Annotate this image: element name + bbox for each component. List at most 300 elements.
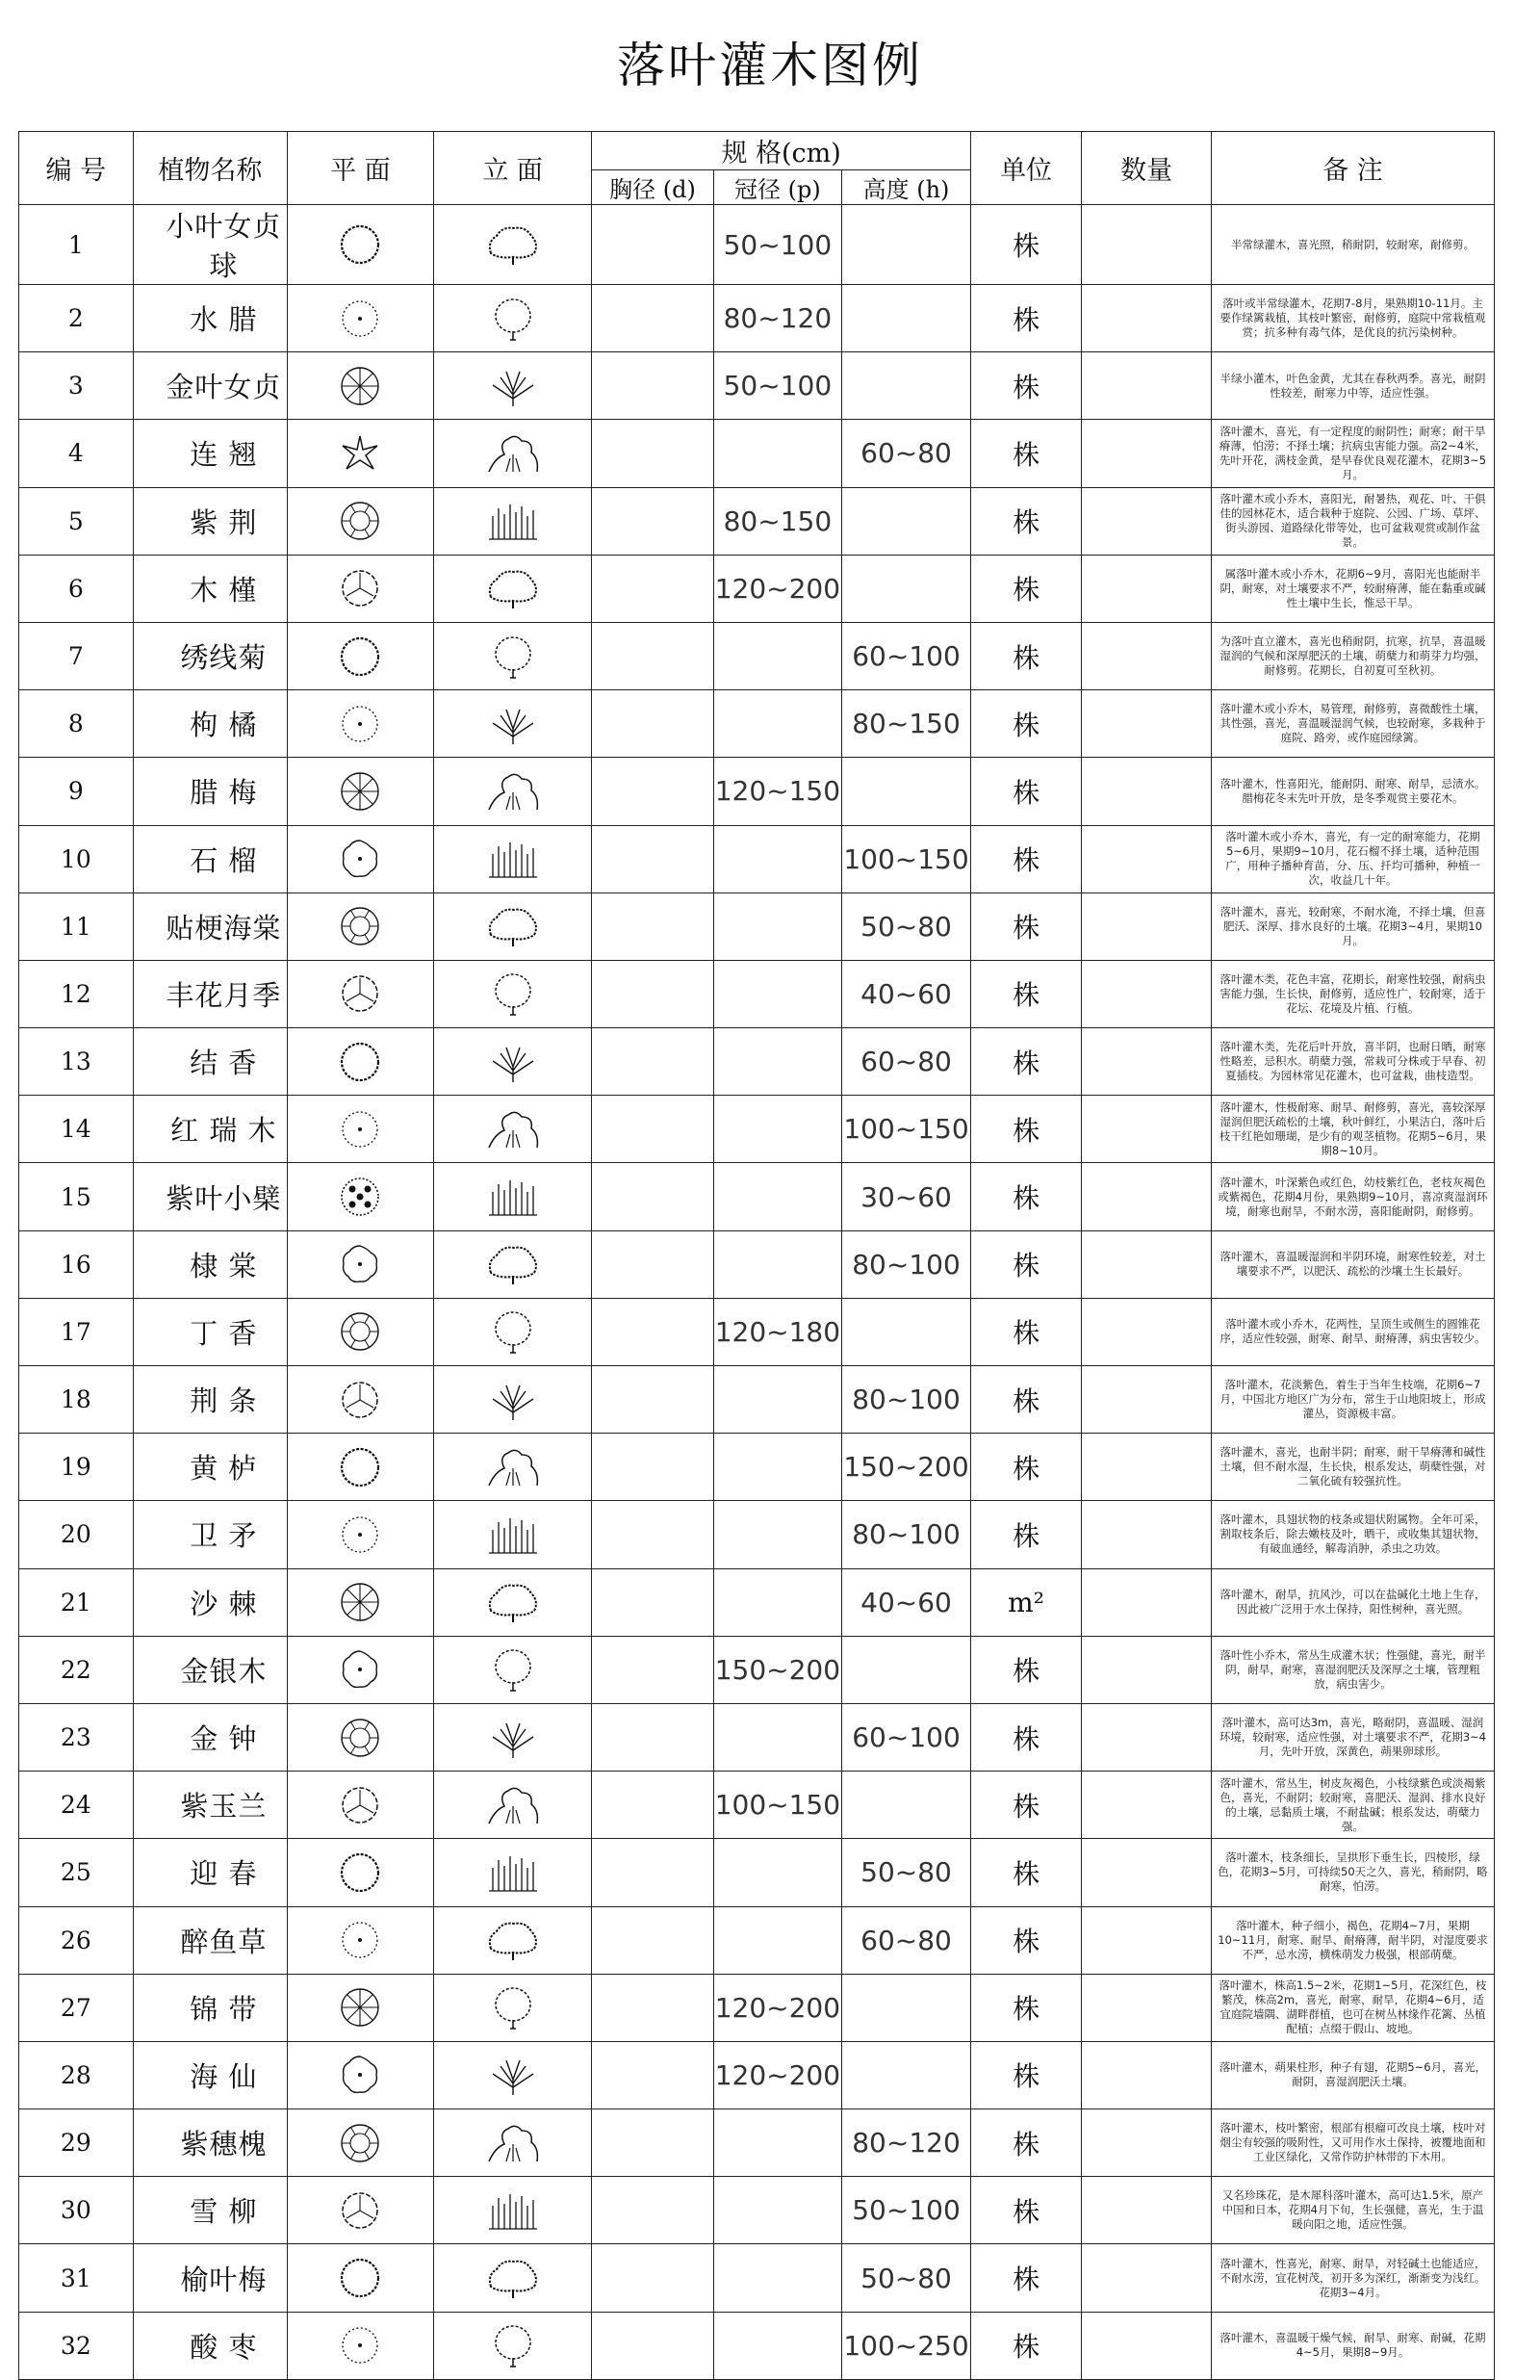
plant-name: 紫 荆	[133, 487, 287, 555]
quantity-value	[1082, 1366, 1212, 1434]
unit-value: 株	[970, 1501, 1081, 1568]
header-note: 备 注	[1211, 132, 1494, 205]
plan-symbol	[288, 1096, 434, 1163]
row-number: 23	[19, 1703, 134, 1771]
crown-value	[713, 2244, 842, 2312]
elevation-symbol	[433, 1163, 592, 1230]
remark-text: 落叶灌木，高可达3m，喜光，略耐阴，喜温暖、湿润环境，较耐寒，适应性强，对土壤要求不严，花期3~4月，先叶开放，深黄色，蒴果卵球形。	[1211, 1703, 1494, 1771]
height-value: 50~80	[842, 1839, 971, 1906]
height-value: 60~80	[842, 1028, 971, 1096]
crown-value	[713, 1703, 842, 1771]
plant-name: 贴梗海棠	[133, 892, 287, 960]
unit-value: 株	[970, 2312, 1081, 2379]
row-number: 25	[19, 1839, 134, 1906]
plan-symbol	[288, 1366, 434, 1434]
plant-name: 绣线菊	[133, 622, 287, 689]
quantity-value	[1082, 1298, 1212, 1365]
unit-value: 株	[970, 892, 1081, 960]
dbh-value	[592, 1501, 713, 1568]
plant-name: 卫 矛	[133, 1501, 287, 1568]
page-title: 落叶灌木图例	[617, 38, 923, 93]
plant-name: 紫穗槐	[133, 2109, 287, 2177]
dbh-value	[592, 555, 713, 622]
table-row	[19, 1703, 1495, 1771]
unit-value: 株	[970, 1366, 1081, 1434]
elevation-symbol	[433, 352, 592, 420]
row-number: 24	[19, 1772, 134, 1839]
table-row	[19, 1028, 1495, 1096]
plan-symbol	[288, 1230, 434, 1298]
plan-symbol-icon	[339, 1784, 381, 1826]
unit-value: 株	[970, 555, 1081, 622]
elevation-symbol	[433, 1298, 592, 1365]
plan-symbol-icon	[339, 703, 381, 745]
elevation-symbol	[433, 1839, 592, 1906]
height-value: 80~100	[842, 1501, 971, 1568]
plan-symbol	[288, 758, 434, 825]
elevation-symbol	[433, 205, 592, 285]
remark-text: 落叶或半常绿灌木，花期7-8月，果熟期10-11月。主要作绿篱栽植，其枝叶繁密，耐修剪，庭院中常栽植观赏；抗多种有毒气体，是优良的抗污染树种。	[1211, 285, 1494, 352]
row-number: 27	[19, 1974, 134, 2041]
row-number: 1	[19, 205, 134, 285]
crown-value: 120~200	[713, 2041, 842, 2108]
elevation-symbol-icon	[481, 1105, 545, 1153]
remark-text: 落叶灌木，种子细小，褐色，花期4~7月，果期10~11月，耐寒、耐旱、耐瘠薄，耐半阴，对湿度要求不严，忌水涝，横株萌发力极强，根部萌蘖。	[1211, 1906, 1494, 1974]
plan-symbol	[288, 1772, 434, 1839]
dbh-value	[592, 1434, 713, 1501]
unit-value: 株	[970, 1434, 1081, 1501]
plant-name: 水 腊	[133, 285, 287, 352]
row-number: 32	[19, 2312, 134, 2379]
crown-value	[713, 2312, 842, 2379]
unit-value: 株	[970, 1772, 1081, 1839]
row-number: 13	[19, 1028, 134, 1096]
quantity-value	[1082, 1906, 1212, 1974]
elevation-symbol-icon	[481, 970, 545, 1018]
plan-symbol-icon	[339, 1717, 381, 1759]
row-number: 4	[19, 420, 134, 487]
dbh-value	[592, 205, 713, 285]
plan-symbol	[288, 622, 434, 689]
plant-name: 丁 香	[133, 1298, 287, 1365]
height-value: 100~150	[842, 825, 971, 892]
quantity-value	[1082, 1772, 1212, 1839]
height-value	[842, 205, 971, 285]
unit-value: 株	[970, 1839, 1081, 1906]
plant-name: 荆 条	[133, 1366, 287, 1434]
plant-name: 紫玉兰	[133, 1772, 287, 1839]
crown-value: 150~200	[713, 1636, 842, 1703]
row-number: 12	[19, 960, 134, 1027]
elevation-symbol	[433, 2041, 592, 2108]
elevation-symbol-icon	[481, 1376, 545, 1424]
plan-symbol	[288, 1298, 434, 1365]
table-row	[19, 1096, 1495, 1163]
height-value	[842, 487, 971, 555]
table-row	[19, 1298, 1495, 1365]
unit-value: 株	[970, 1974, 1081, 2041]
unit-value: 株	[970, 487, 1081, 555]
remark-text: 落叶灌木，性喜光，耐寒、耐旱，对轻碱土也能适应，不耐水涝，宜花树茂，初开多为深红，渐渐变为浅红。花期3~4月。	[1211, 2244, 1494, 2312]
plant-name: 结 香	[133, 1028, 287, 1096]
remark-text: 落叶灌木，喜光，也耐半阴；耐寒，耐干旱瘠薄和碱性土壤，但不耐水湿，生长快，根系发达，萌蘖性强，对二氧化硫有较强抗性。	[1211, 1434, 1494, 1501]
quantity-value	[1082, 960, 1212, 1027]
elevation-symbol-icon	[481, 1645, 545, 1694]
crown-value: 120~200	[713, 1974, 842, 2041]
quantity-value	[1082, 1501, 1212, 1568]
elevation-symbol-icon	[481, 1781, 545, 1829]
row-number: 31	[19, 2244, 134, 2312]
remark-text: 落叶灌木，常丛生，树皮灰褐色，小枝绿紫色或淡褐紫色，喜光，不耐阴；较耐寒，喜肥沃、湿润、排水良好的土壤，忌黏质土壤，不耐盐碱；根系发达，萌蘖力强。	[1211, 1772, 1494, 1839]
elevation-symbol	[433, 960, 592, 1027]
plan-symbol	[288, 1568, 434, 1636]
plan-symbol	[288, 555, 434, 622]
height-value: 40~60	[842, 960, 971, 1027]
quantity-value	[1082, 1703, 1212, 1771]
dbh-value	[592, 1839, 713, 1906]
table-row	[19, 487, 1495, 555]
elevation-symbol-icon	[481, 1578, 545, 1626]
plant-name: 紫叶小檗	[133, 1163, 287, 1230]
row-number: 22	[19, 1636, 134, 1703]
row-number: 20	[19, 1501, 134, 1568]
elevation-symbol-icon	[481, 497, 545, 545]
dbh-value	[592, 1028, 713, 1096]
dbh-value	[592, 1906, 713, 1974]
quantity-value	[1082, 2041, 1212, 2108]
quantity-value	[1082, 420, 1212, 487]
quantity-value	[1082, 1163, 1212, 1230]
plan-symbol-icon	[339, 1310, 381, 1353]
plan-symbol-icon	[339, 1446, 381, 1488]
unit-value: 株	[970, 690, 1081, 758]
remark-text: 落叶灌木，花淡紫色，着生于当年生枝端，花期6~7月，中国北方地区广为分布，常生于山地阳坡上，形成灌丛，资源极丰富。	[1211, 1366, 1494, 1434]
elevation-symbol-icon	[481, 2254, 545, 2302]
elevation-symbol	[433, 1772, 592, 1839]
header-dbh: 胸径 (d)	[592, 170, 713, 205]
plan-symbol-icon	[339, 1243, 381, 1285]
elevation-symbol	[433, 1230, 592, 1298]
unit-value: 株	[970, 622, 1081, 689]
elevation-symbol	[433, 2312, 592, 2379]
crown-value	[713, 622, 842, 689]
height-value: 80~120	[842, 2109, 971, 2177]
plan-symbol-icon	[339, 1513, 381, 1556]
table-row	[19, 285, 1495, 352]
plant-name: 沙 棘	[133, 1568, 287, 1636]
header-spec: 规 格(cm)	[592, 132, 970, 170]
unit-value: 株	[970, 1703, 1081, 1771]
table-row	[19, 1230, 1495, 1298]
elevation-symbol-icon	[481, 1983, 545, 2031]
plant-name: 枸 橘	[133, 690, 287, 758]
crown-value	[713, 1230, 842, 1298]
table-row	[19, 420, 1495, 487]
header-no: 编 号	[19, 132, 134, 205]
quantity-value	[1082, 352, 1212, 420]
remark-text: 落叶灌木，喜温暖湿润和半阴环境，耐寒性较差，对土壤要求不严，以肥沃、疏松的沙壤土生长最好。	[1211, 1230, 1494, 1298]
plan-symbol-icon	[339, 1648, 381, 1691]
dbh-value	[592, 892, 713, 960]
plan-symbol-icon	[339, 1379, 381, 1421]
elevation-symbol-icon	[481, 2186, 545, 2235]
height-value	[842, 352, 971, 420]
plan-symbol-icon	[339, 770, 381, 813]
plan-symbol	[288, 2312, 434, 2379]
plan-symbol	[288, 960, 434, 1027]
plant-name: 黄 栌	[133, 1434, 287, 1501]
quantity-value	[1082, 2244, 1212, 2312]
crown-value: 50~100	[713, 205, 842, 285]
plan-symbol-icon	[339, 365, 381, 407]
unit-value: 株	[970, 352, 1081, 420]
height-value: 80~150	[842, 690, 971, 758]
plant-legend-table	[18, 131, 1495, 2380]
elevation-symbol-icon	[481, 633, 545, 681]
plant-name: 小叶女贞球	[133, 205, 287, 285]
elevation-symbol-icon	[481, 1511, 545, 1559]
elevation-symbol-icon	[481, 1714, 545, 1762]
row-number: 18	[19, 1366, 134, 1434]
crown-value: 80~150	[713, 487, 842, 555]
crown-value	[713, 1501, 842, 1568]
height-value: 100~150	[842, 1096, 971, 1163]
dbh-value	[592, 420, 713, 487]
height-value	[842, 758, 971, 825]
plant-name: 榆叶梅	[133, 2244, 287, 2312]
elevation-symbol-icon	[481, 362, 545, 410]
remark-text: 半绿小灌木，叶色金黄，尤其在春秋两季。喜光，耐阴性较差，耐寒力中等，适应性强。	[1211, 352, 1494, 420]
crown-value	[713, 690, 842, 758]
table-row	[19, 1501, 1495, 1568]
crown-value	[713, 825, 842, 892]
crown-value: 80~120	[713, 285, 842, 352]
unit-value: 株	[970, 2177, 1081, 2244]
remark-text: 落叶灌木或小乔木，花两性，呈顶生或侧生的圆锥花序，适应性较强，耐寒、耐旱、耐瘠薄，病虫害较少。	[1211, 1298, 1494, 1365]
remark-text: 落叶灌木，具翅状物的枝条或翅状附属物。全年可采，割取枝条后，除去嫩枝及叶，晒干，或收集其翅状物，有破血通经，解毒消肿，杀虫之功效。	[1211, 1501, 1494, 1568]
plan-symbol	[288, 1163, 434, 1230]
dbh-value	[592, 352, 713, 420]
plan-symbol	[288, 352, 434, 420]
crown-value	[713, 1434, 842, 1501]
table-row	[19, 352, 1495, 420]
elevation-symbol	[433, 1501, 592, 1568]
table-row	[19, 690, 1495, 758]
plan-symbol-icon	[339, 635, 381, 678]
plant-name: 木 槿	[133, 555, 287, 622]
unit-value: 株	[970, 1906, 1081, 1974]
plan-symbol	[288, 690, 434, 758]
crown-value	[713, 420, 842, 487]
plant-name: 石 榴	[133, 825, 287, 892]
height-value: 50~80	[842, 892, 971, 960]
elevation-symbol	[433, 1028, 592, 1096]
quantity-value	[1082, 2177, 1212, 2244]
dbh-value	[592, 1163, 713, 1230]
unit-value: 株	[970, 2244, 1081, 2312]
crown-value	[713, 892, 842, 960]
dbh-value	[592, 1298, 713, 1365]
plan-symbol	[288, 892, 434, 960]
elevation-symbol	[433, 1636, 592, 1703]
unit-value: 株	[970, 825, 1081, 892]
elevation-symbol	[433, 1568, 592, 1636]
quantity-value	[1082, 555, 1212, 622]
plan-symbol	[288, 285, 434, 352]
elevation-symbol-icon	[481, 429, 545, 478]
unit-value: 株	[970, 1096, 1081, 1163]
plan-symbol-icon	[339, 1108, 381, 1151]
table-row	[19, 1906, 1495, 1974]
plan-symbol-icon	[339, 2324, 381, 2367]
dbh-value	[592, 2109, 713, 2177]
remark-text: 落叶灌木，枝叶繁密，根部有根瘤可改良土壤，枝叶对烟尘有较强的吸附性，又可用作水土保持，被覆地面和工业区绿化，又常作防护林带的下木用。	[1211, 2109, 1494, 2177]
quantity-value	[1082, 1568, 1212, 1636]
dbh-value	[592, 825, 713, 892]
plan-symbol-icon	[339, 2122, 381, 2164]
row-number: 30	[19, 2177, 134, 2244]
elevation-symbol-icon	[481, 1443, 545, 1491]
plan-symbol-icon	[339, 223, 381, 266]
elevation-symbol-icon	[481, 2051, 545, 2099]
row-number: 21	[19, 1568, 134, 1636]
unit-value: m²	[970, 1568, 1081, 1636]
height-value: 60~100	[842, 622, 971, 689]
row-number: 9	[19, 758, 134, 825]
elevation-symbol-icon	[481, 1240, 545, 1288]
plan-symbol-icon	[339, 1581, 381, 1623]
quantity-value	[1082, 285, 1212, 352]
quantity-value	[1082, 487, 1212, 555]
row-number: 10	[19, 825, 134, 892]
plan-symbol	[288, 1434, 434, 1501]
elevation-symbol-icon	[481, 1307, 545, 1356]
quantity-value	[1082, 205, 1212, 285]
plan-symbol-icon	[339, 2189, 381, 2232]
crown-value: 120~150	[713, 758, 842, 825]
table-row	[19, 960, 1495, 1027]
elevation-symbol	[433, 487, 592, 555]
dbh-value	[592, 1096, 713, 1163]
plan-symbol-icon	[339, 2054, 381, 2096]
elevation-symbol	[433, 2109, 592, 2177]
plan-symbol-icon	[339, 298, 381, 340]
dbh-value	[592, 2041, 713, 2108]
dbh-value	[592, 2244, 713, 2312]
row-number: 19	[19, 1434, 134, 1501]
unit-value: 株	[970, 205, 1081, 285]
elevation-symbol-icon	[481, 220, 545, 269]
unit-value: 株	[970, 2109, 1081, 2177]
plan-symbol-icon	[339, 567, 381, 609]
height-value	[842, 2041, 971, 2108]
plant-name: 雪 柳	[133, 2177, 287, 2244]
crown-value	[713, 2177, 842, 2244]
crown-value: 100~150	[713, 1772, 842, 1839]
unit-value: 株	[970, 1028, 1081, 1096]
plan-symbol	[288, 825, 434, 892]
quantity-value	[1082, 1028, 1212, 1096]
height-value: 30~60	[842, 1163, 971, 1230]
row-number: 6	[19, 555, 134, 622]
elevation-symbol	[433, 1096, 592, 1163]
remark-text: 落叶灌木，喜光，有一定程度的耐阴性；耐寒；耐干旱瘠薄，怕涝；不择土壤；抗病虫害能力强。高2~4米，先叶开花，满枝金黄，是早春优良观花灌木，花期3~5月。	[1211, 420, 1494, 487]
crown-value: 50~100	[713, 352, 842, 420]
remark-text: 落叶灌木，株高1.5~2米，花期1~5月，花深红色，枝繁茂，株高2m，喜光，耐寒，耐旱，花期4~6月，适宜庭院墙隅、湖畔群植，也可在树丛林缘作花篱、丛植配植；点缀于假山、坡地。	[1211, 1974, 1494, 2041]
quantity-value	[1082, 825, 1212, 892]
elevation-symbol	[433, 690, 592, 758]
height-value: 50~100	[842, 2177, 971, 2244]
plant-name: 酸 枣	[133, 2312, 287, 2379]
remark-text: 落叶灌木，枝条细长，呈拱形下垂生长，四棱形，绿色，花期3~5月，可持续50天之久，喜光，稍耐阴，略耐寒，怕涝。	[1211, 1839, 1494, 1906]
header-unit: 单位	[970, 132, 1081, 205]
row-number: 2	[19, 285, 134, 352]
remark-text: 落叶灌木类，先花后叶开放，喜半阴，也耐日晒，耐寒性略差，忌积水。萌蘖力强，常栽可分株或于早春、初夏插枝。为园林常见花灌木，也可盆栽，曲枝造型。	[1211, 1028, 1494, 1096]
dbh-value	[592, 622, 713, 689]
plan-symbol	[288, 1501, 434, 1568]
plant-name: 锦 带	[133, 1974, 287, 2041]
dbh-value	[592, 690, 713, 758]
row-number: 28	[19, 2041, 134, 2108]
row-number: 16	[19, 1230, 134, 1298]
unit-value: 株	[970, 2041, 1081, 2108]
plan-symbol-icon	[339, 838, 381, 880]
elevation-symbol	[433, 758, 592, 825]
height-value: 80~100	[842, 1366, 971, 1434]
height-value: 100~250	[842, 2312, 971, 2379]
unit-value: 株	[970, 960, 1081, 1027]
plan-symbol	[288, 1906, 434, 1974]
elevation-symbol-icon	[481, 767, 545, 815]
elevation-symbol	[433, 1974, 592, 2041]
table-row	[19, 1163, 1495, 1230]
elevation-symbol	[433, 825, 592, 892]
height-value: 60~80	[842, 1906, 971, 1974]
plan-symbol	[288, 2244, 434, 2312]
dbh-value	[592, 2312, 713, 2379]
remark-text: 落叶灌木，性喜阳光，能耐阴、耐寒、耐旱，忌渍水。腊梅花冬末先叶开放，是冬季观赏主要花木。	[1211, 758, 1494, 825]
plan-symbol	[288, 1028, 434, 1096]
plan-symbol-icon	[339, 432, 381, 475]
dbh-value	[592, 285, 713, 352]
plan-symbol	[288, 1839, 434, 1906]
elevation-symbol-icon	[481, 1916, 545, 1964]
height-value: 150~200	[842, 1434, 971, 1501]
table-row	[19, 2041, 1495, 2108]
header-height: 高度 (h)	[842, 170, 971, 205]
unit-value: 株	[970, 1298, 1081, 1365]
plan-symbol	[288, 2109, 434, 2177]
elevation-symbol-icon	[481, 835, 545, 883]
remark-text: 落叶灌木，喜光，较耐寒，不耐水淹，不择土壤，但喜肥沃、深厚、排水良好的土壤。花期3~4月，果期10月。	[1211, 892, 1494, 960]
remark-text: 落叶灌木，叶深紫色或红色，幼枝紫红色，老枝灰褐色或紫褐色，花期4月份，果熟期9~10月，喜凉爽湿润环境，耐寒也耐旱，不耐水涝，喜阳能耐阴，耐修剪。	[1211, 1163, 1494, 1230]
crown-value	[713, 1839, 842, 1906]
elevation-symbol-icon	[481, 1849, 545, 1897]
elevation-symbol	[433, 2177, 592, 2244]
elevation-symbol	[433, 285, 592, 352]
row-number: 8	[19, 690, 134, 758]
remark-text: 落叶灌木，耐旱，抗风沙，可以在盐碱化土地上生存，因此被广泛用于水土保持，阳性树种，喜光照。	[1211, 1568, 1494, 1636]
row-number: 7	[19, 622, 134, 689]
table-row	[19, 622, 1495, 689]
elevation-symbol-icon	[481, 2321, 545, 2369]
elevation-symbol-icon	[481, 1173, 545, 1221]
remark-text: 为落叶直立灌木，喜光也稍耐阴，抗寒，抗旱，喜温暖湿润的气候和深厚肥沃的土壤，萌蘖力和萌芽力均强，耐修剪。花期长，自初夏可至秋初。	[1211, 622, 1494, 689]
dbh-value	[592, 1636, 713, 1703]
crown-value: 120~180	[713, 1298, 842, 1365]
plan-symbol-icon	[339, 1919, 381, 1961]
plan-symbol-icon	[339, 972, 381, 1015]
